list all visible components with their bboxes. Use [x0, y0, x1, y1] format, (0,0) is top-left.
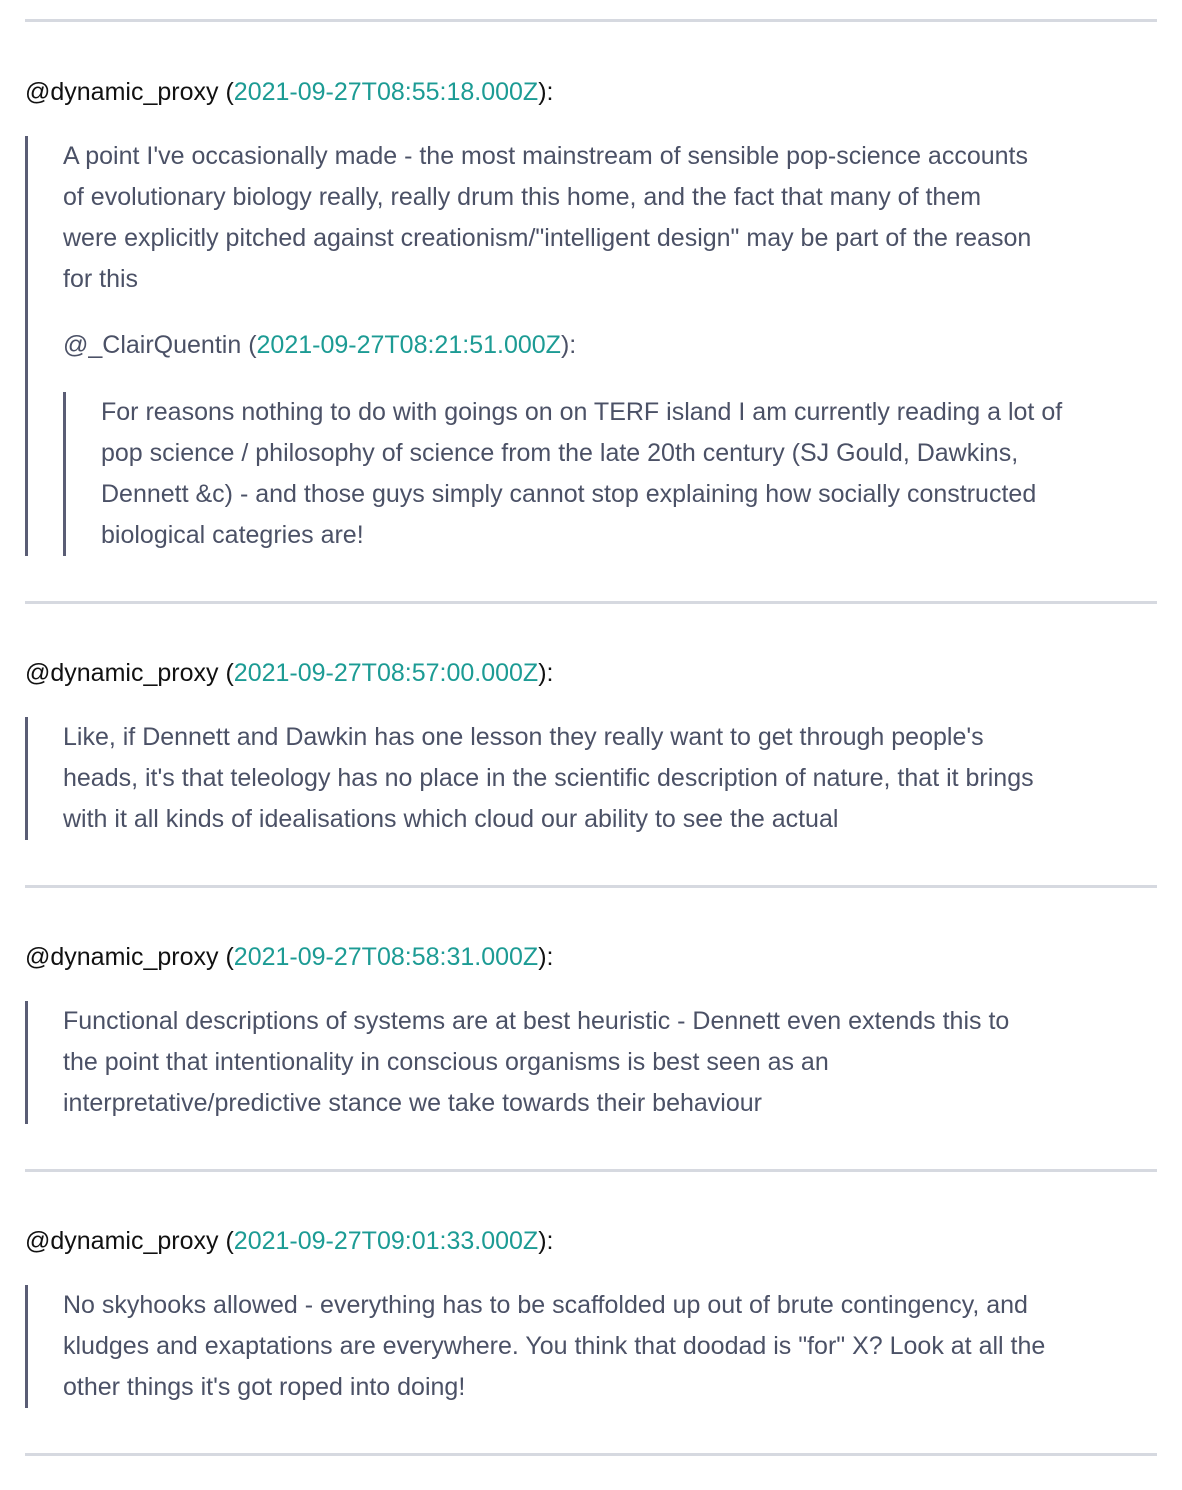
post-body: [25, 717, 1157, 840]
post-text-line: other things it's got roped into doing!: [63, 1373, 466, 1401]
post-body: [25, 1285, 1157, 1408]
quoted-post-header: @_ClairQuentin (2021-09-27T08:21:51.000Z):: [63, 331, 577, 359]
post-header: @dynamic_proxy (2021-09-27T08:57:00.000Z):: [25, 659, 554, 687]
quoted-text-line: biological categries are!: [101, 521, 364, 549]
quoted-post-timestamp-link[interactable]: 2021-09-27T08:21:51.000Z: [256, 331, 561, 359]
post-timestamp-link[interactable]: 2021-09-27T08:55:18.000Z: [233, 78, 539, 106]
post-text-line: No skyhooks allowed - everything has to be scaffolded up out of brute contingency, and: [63, 1291, 1028, 1319]
post-text-line: kludges and exaptations are everywhere. You think that doodad is "for" X? Look at all the: [63, 1332, 1046, 1360]
post-body: [25, 136, 1157, 556]
post: [25, 888, 1157, 1124]
thread: [25, 0, 1157, 1456]
post-header: @dynamic_proxy (2021-09-27T08:58:31.000Z):: [25, 943, 554, 971]
divider: [25, 1453, 1157, 1456]
post-timestamp-link[interactable]: 2021-09-27T08:58:31.000Z: [233, 943, 539, 971]
post-text-line: A point I've occasionally made - the most mainstream of sensible pop-science accounts: [63, 142, 1028, 170]
quoted-text-line: Dennett &c) - and those guys simply cannot stop explaining how socially constructed: [101, 480, 1037, 508]
post-author: @dynamic_proxy: [25, 78, 219, 106]
post: [25, 604, 1157, 840]
post: [25, 22, 1157, 556]
post-author: @dynamic_proxy: [25, 943, 219, 971]
post-text-line: interpretative/predictive stance we take towards their behaviour: [63, 1089, 762, 1117]
post-author: @dynamic_proxy: [25, 1227, 219, 1255]
post-timestamp-link[interactable]: 2021-09-27T08:57:00.000Z: [233, 659, 539, 687]
quoted-post-author: @_ClairQuentin: [63, 331, 242, 359]
post-text-line: for this: [63, 265, 139, 293]
post: [25, 1172, 1157, 1408]
post-author: @dynamic_proxy: [25, 659, 219, 687]
post-text-line: were explicitly pitched against creationism/"intelligent design" may be part of the reason: [63, 224, 1032, 252]
post-text-line: Like, if Dennett and Dawkin has one lesson they really want to get through people's: [63, 723, 984, 751]
post-body: [25, 1001, 1157, 1124]
post-text-line: with it all kinds of idealisations which cloud our ability to see the actual: [63, 805, 839, 833]
post-header: @dynamic_proxy (2021-09-27T08:55:18.000Z):: [25, 78, 554, 106]
quoted-text-line: For reasons nothing to do with goings on on TERF island I am currently reading a lot of: [101, 398, 1063, 426]
quoted-text-line: pop science / philosophy of science from the late 20th century (SJ Gould, Dawkins,: [101, 439, 1019, 467]
post-text-line: the point that intentionality in conscious organisms is best seen as an: [63, 1048, 829, 1076]
post-header: @dynamic_proxy (2021-09-27T09:01:33.000Z):: [25, 1227, 554, 1255]
quoted-post-body: [63, 392, 1157, 556]
post-text-line: of evolutionary biology really, really drum this home, and the fact that many of them: [63, 183, 982, 211]
post-text-line: heads, it's that teleology has no place in the scientific description of nature, that it brings: [63, 764, 1034, 792]
post-timestamp-link[interactable]: 2021-09-27T09:01:33.000Z: [233, 1227, 539, 1255]
post-text-line: Functional descriptions of systems are at best heuristic - Dennett even extends this to: [63, 1007, 1010, 1035]
